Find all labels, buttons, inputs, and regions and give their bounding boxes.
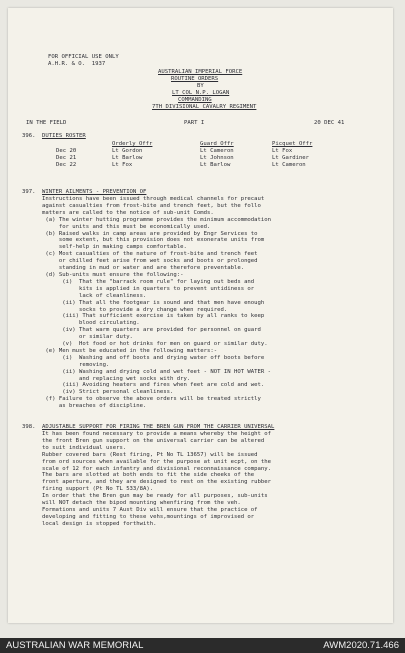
duties-roster-table: [56, 141, 368, 169]
reference-code: A.H.R. & O. 1937: [48, 61, 106, 67]
roster-cell: Lt Cameron: [200, 147, 234, 154]
text-line: (f) Failure to observe the above orders will be treated strictly: [42, 396, 261, 403]
roster-header-cell: Picquet Offr: [272, 141, 313, 147]
order-heading-397: WINTER AILMENTS - PREVENTION OF: [42, 189, 147, 195]
orders-by: BY: [197, 83, 204, 89]
text-line: local design is stopped forthwith.: [42, 520, 157, 527]
text-line: firing support (Pt No TL 533/8A).: [42, 486, 154, 493]
roster-cell: Lt Fox: [272, 147, 293, 154]
table-row: [56, 155, 368, 162]
text-line: lack of cleanliness.: [42, 292, 147, 299]
order-body-397: [42, 196, 402, 410]
text-line: (a) The winter hutting programme provides the minimum accommodation: [42, 216, 272, 223]
text-line: Formations and units 7 Aust Div will ensure that the practice of: [42, 506, 258, 513]
text-line: the front Bren gun support on the universal carrier can be altered: [42, 437, 265, 444]
roster-cell: Lt Gardiner: [272, 154, 310, 161]
security-classification: FOR OFFICIAL USE ONLY: [48, 54, 119, 60]
order-number-396: 396.: [22, 133, 36, 139]
text-line: (iv) That warm quarters are provided for personnel on guard: [42, 327, 261, 334]
text-line: against casualties from frost-bite and trench feet, but the follo: [42, 202, 261, 209]
archive-reference: AWM2020.71.466: [323, 640, 399, 651]
document-page: [8, 8, 393, 623]
table-row: [56, 148, 368, 155]
text-line: removing.: [42, 361, 110, 368]
text-line: or chilled feet arise from wet socks and boots or prolonged: [42, 258, 258, 265]
roster-header-cell: Orderly Offr: [112, 141, 153, 147]
text-line: (iii) Avoiding heaters and fires when feet are cold and wet.: [42, 382, 265, 389]
roster-cell: Lt Johnson: [200, 154, 234, 161]
text-line: In order that the Bren gun may be ready for all purposes, sub-units: [42, 493, 268, 500]
text-line: scale of 12 for each infantry and divisional reconnaissance company.: [42, 465, 272, 472]
text-line: The bars are slotted at both ends to fit the side cheeks of the: [42, 472, 255, 479]
text-line: It has been found necessary to provide a means whereby the height of: [42, 431, 272, 437]
text-line: (iii) That sufficient exercise is taken by all ranks to keep: [42, 313, 265, 320]
archive-footer: [0, 638, 405, 653]
text-line: front aperture, and they are designed to rest on the existing rubber: [42, 479, 272, 486]
text-line: (ii) That all the footgear is sound and that men have enough: [42, 299, 265, 306]
roster-header-cell: [56, 141, 112, 148]
roster-date: Dec 21: [56, 154, 77, 161]
commanding-officer: LT COL N.P. LOGAN: [172, 90, 230, 96]
text-line: to suit individual users.: [42, 444, 127, 451]
roster-cell: Lt Cameron: [272, 161, 306, 168]
text-line: standing in mud or water and are therefore preventable.: [42, 265, 245, 272]
order-date: 20 DEC 41: [314, 120, 345, 126]
roster-date: Dec 20: [56, 147, 77, 154]
order-heading-396: DUTIES ROSTER: [42, 133, 86, 139]
text-line: will NOT detach the bipod mounting whenfiring from the veh.: [42, 500, 241, 507]
roster-cell: Lt Gordon: [112, 147, 143, 154]
roster-header-row: [56, 141, 368, 148]
text-line: (ii) Washing and drying cold and wet feet - NOT IN HOT WATER -: [42, 368, 272, 375]
order-body-398: [42, 431, 402, 528]
table-row: [56, 162, 368, 169]
text-line: (c) Most casualties of the nature of frost-bite and trench feet: [42, 251, 258, 258]
roster-cell: Lt Barlow: [200, 161, 231, 168]
order-number-397: 397.: [22, 189, 36, 195]
text-line: Rubber covered bars (Rest firing, Pt No TL 13657) will be issued: [42, 451, 258, 458]
text-line: and replacing wet socks with dry.: [42, 375, 191, 382]
commanding-label: COMMANDING: [178, 97, 212, 103]
orders-title: ROUTINE ORDERS: [171, 76, 219, 82]
text-line: Instructions have been issued through medical channels for precaut: [42, 196, 265, 202]
roster-cell: Lt Barlow: [112, 154, 143, 161]
text-line: (iv) Strict personal cleanliness.: [42, 389, 174, 396]
location-label: IN THE FIELD: [26, 120, 67, 126]
text-line: (i) That the "barrack room rule" for laying out beds and: [42, 278, 255, 285]
text-line: kits is applied in quarters to prevent untidiness or: [42, 285, 255, 292]
order-heading-398: ADJUSTABLE SUPPORT FOR FIRING THE BREN GUN FROM THE CARRIER UNIVERSAL: [42, 424, 275, 430]
text-line: socks to provide a dry change when required.: [42, 306, 228, 313]
text-line: (e) Men must be educated in the following matters:-: [42, 347, 218, 354]
part-label: PART I: [184, 120, 205, 126]
roster-date: Dec 22: [56, 161, 77, 168]
archive-name: AUSTRALIAN WAR MEMORIAL: [6, 640, 144, 651]
text-line: (b) Raised walks in camp areas are provided by Engr Services to: [42, 230, 258, 237]
text-line: (i) Washing and off boots and drying water off boots before: [42, 354, 265, 361]
roster-header-cell: Guard Offr: [200, 141, 234, 147]
text-line: as breaches of discipline.: [42, 403, 147, 410]
text-line: or similar duty.: [42, 334, 133, 341]
text-line: (v) Hot food or hot drinks for men on guard or similar duty.: [42, 341, 268, 348]
text-line: (d) Sub-units must ensure the following:-: [42, 271, 184, 278]
text-line: blood circulating.: [42, 320, 140, 327]
text-line: self-help in making camps comfortable.: [42, 244, 187, 251]
text-line: some extent, but this provision does not exonerate units from: [42, 237, 265, 244]
text-line: from ord sources when available for the purpose at unit ecpt, on the: [42, 458, 272, 465]
text-line: for units and this must be economically used.: [42, 223, 211, 230]
text-line: matters are called to the notice of sub-unit Comds.: [42, 209, 214, 216]
force-name: AUSTRALIAN IMPERIAL FORCE: [158, 69, 243, 75]
roster-cell: Lt Fox: [112, 161, 133, 168]
unit-name: 7TH DIVISIONAL CAVALRY REGIMENT: [152, 104, 257, 110]
order-number-398: 398.: [22, 424, 36, 430]
text-line: developing and fitting to these vehs,mountings of improvised or: [42, 513, 255, 520]
